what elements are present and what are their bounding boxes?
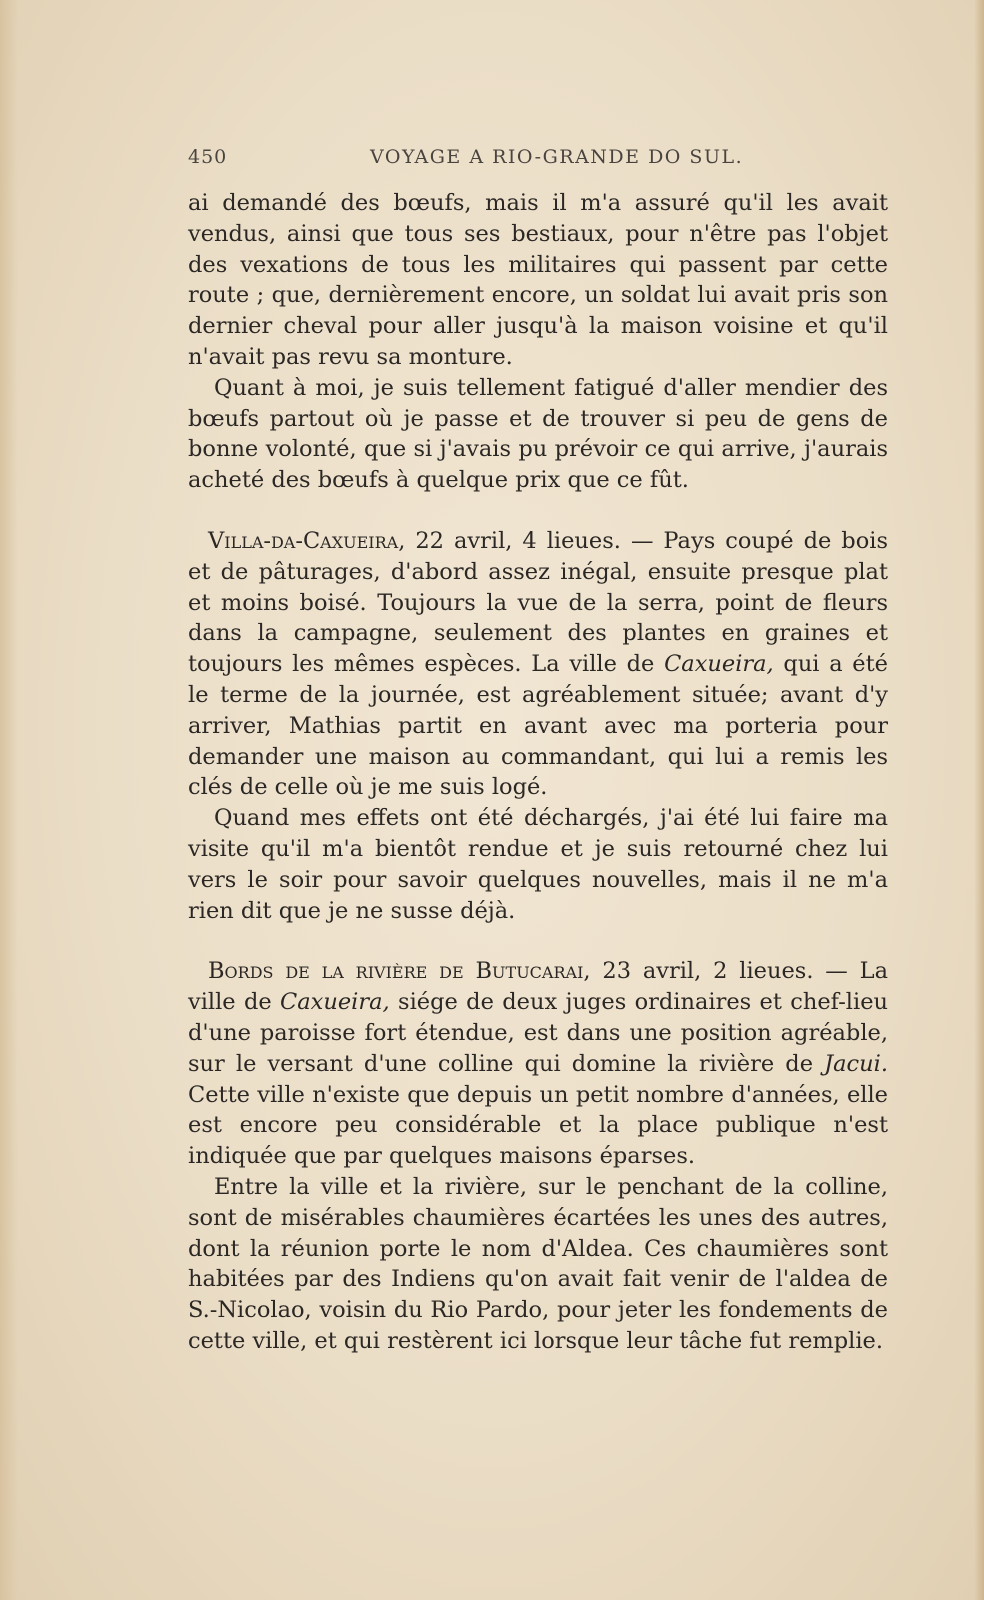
page-edge-left bbox=[0, 0, 18, 1600]
page-edge-right bbox=[974, 0, 984, 1600]
paragraph-6: Entre la ville et la rivière, sur le penchant de la colline, sont de misérables chaumières écartées les unes des autres, dont la réunion porte le nom d'Aldea. Ces chaumières sont habitées par des Indiens qu'on avait fait venir de l'aldea de S.-Nicolao, voisin du Rio Pardo, pour jeter les fondements de cette ville, et qui restèrent ici lorsque leur tâche fut remplie. bbox=[188, 1173, 888, 1354]
entry-text-end: qui a été le terme de la journée, est agréablement située; avant d'y arriver, Mathias partit en avant avec ma porteria pour demander une maison au commandant, qui lui a remis les clés de celle où je me suis logé. bbox=[188, 651, 888, 801]
entry-text: 22 avril, 4 lieues. — Pays coupé de bois et de pâturages, d'abord assez inégal, ensuite presque plat et moins boisé. Toujours la vue de la serra, point de fleurs dans la campagne, seulement des plantes en graines et toujours les mêmes espèces. La ville de bbox=[188, 527, 888, 678]
paragraph-2: Quant à moi, je suis tellement fatigué d'aller mendier des bœufs partout où je passe et de trouver si peu de gens de bonne volonté, que si j'avais pu prévoir ce qui arrive, j'aurais acheté des bœufs à quelque prix que ce fût. bbox=[188, 374, 888, 494]
body-text bbox=[188, 188, 888, 1357]
page-number: 450 bbox=[188, 146, 228, 168]
river-name-italic: Jacui. bbox=[824, 1050, 888, 1077]
place-name-italic: Caxueira, bbox=[664, 651, 774, 678]
section-gap bbox=[188, 496, 888, 526]
journal-entry-butucarai bbox=[188, 956, 888, 1172]
entry-text: 23 avril, 2 lieues. — La ville de bbox=[188, 958, 888, 1016]
entry-text-end: Cette ville n'existe que depuis un petit nombre d'années, elle est encore peu considérable et la place publique n'est indiquée que par quelques maisons éparses. bbox=[188, 1081, 888, 1170]
paragraph-1: ai demandé des bœufs, mais il m'a assuré qu'il les avait vendus, ainsi que tous ses bestiaux, pour n'être pas l'objet des vexations de tous les militaires qui passent par cette route ; que, dernièrement encore, un soldat lui avait pris son dernier cheval pour aller jusqu'à la maison voisine et qu'il n'avait pas revu sa monture. bbox=[188, 190, 888, 370]
running-title: VOYAGE A RIO-GRANDE DO SUL. bbox=[370, 146, 744, 168]
running-header bbox=[188, 146, 888, 168]
entry-text-mid: siége de deux juges ordinaires et chef-lieu d'une paroisse fort étendue, est dans une position agréable, sur le versant d'une colline qui domine la rivière de bbox=[188, 989, 889, 1077]
place-name-italic: Caxueira, bbox=[280, 989, 390, 1016]
entry-heading: Bords de la rivière de Butucarai, bbox=[208, 958, 591, 985]
journal-entry-villa-da-caxueira bbox=[188, 526, 888, 803]
paragraph-4: Quand mes effets ont été déchargés, j'ai été lui faire ma visite qu'il m'a bientôt rendue et je suis retourné chez lui vers le soir pour savoir quelques nouvelles, mais il ne m'a rien dit que je ne susse déjà. bbox=[188, 805, 888, 924]
entry-heading: Villa-da-Caxueira, bbox=[208, 527, 406, 554]
section-gap bbox=[188, 926, 888, 956]
